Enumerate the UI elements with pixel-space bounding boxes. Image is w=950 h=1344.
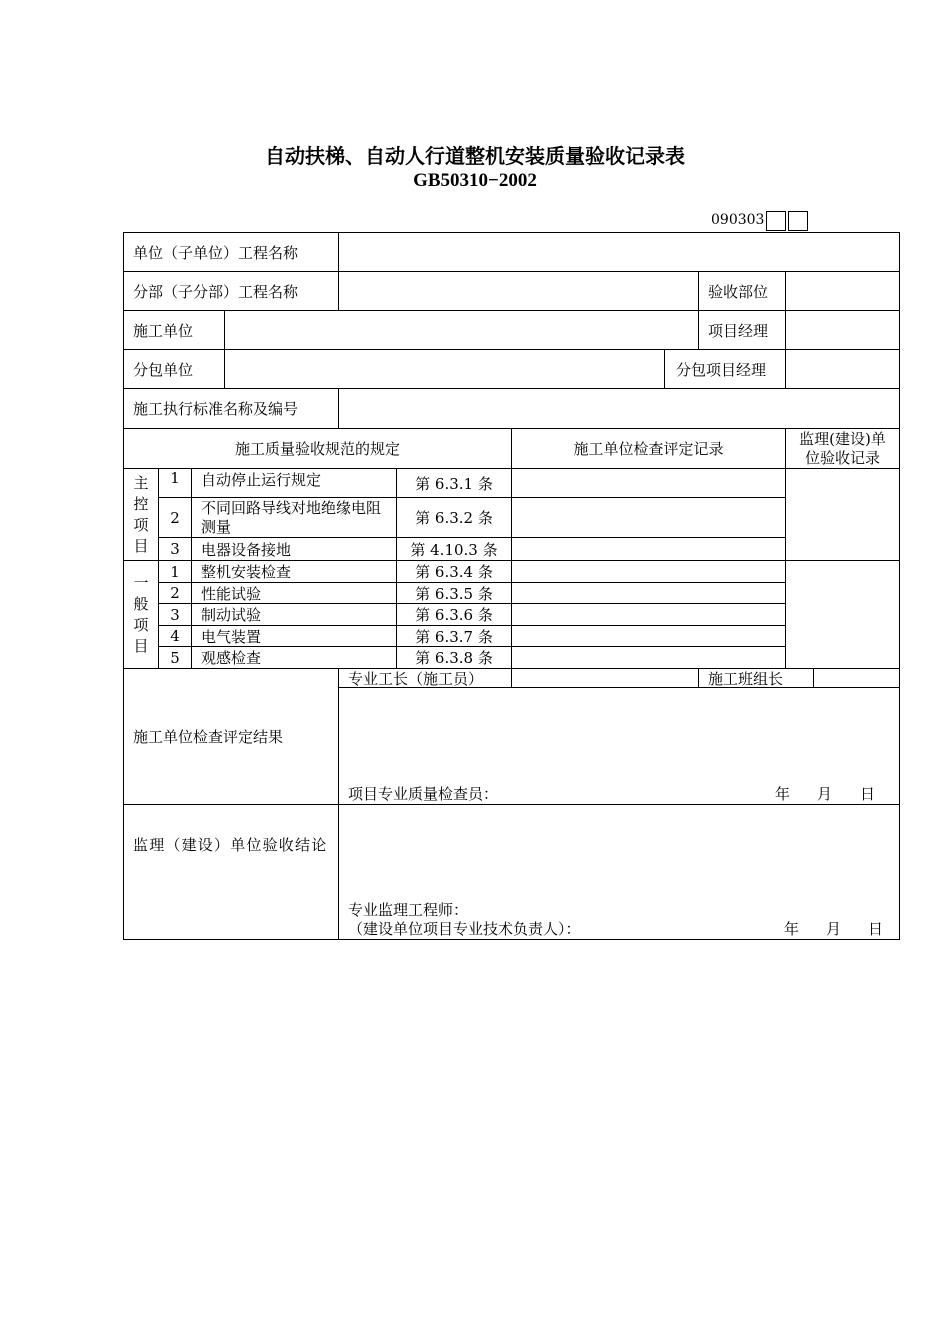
main-item-3-clause: 第 4.10.3 条: [396, 537, 512, 561]
main-item-2-record[interactable]: [511, 497, 786, 538]
subcontract-manager-label: 分包项目经理: [664, 349, 786, 389]
general-item-1-record[interactable]: [511, 560, 786, 583]
sub-project-label: 分部（子分部）工程名称: [123, 271, 339, 311]
general-item-4-name: 电气装置: [191, 625, 397, 647]
general-item-4-record[interactable]: [511, 625, 786, 647]
general-item-5-name: 观感检查: [191, 646, 397, 669]
main-item-3-record[interactable]: [511, 537, 786, 561]
inspection-year-label: 年: [775, 785, 791, 803]
general-item-3-clause: 第 6.3.6 条: [396, 603, 512, 626]
supervision-conclusion-label: 监理（建设）单位验收结论: [123, 804, 339, 940]
acceptance-part-label: 验收部位: [698, 271, 786, 311]
main-item-2-name: 不同回路导线对地绝缘电阻测量: [191, 497, 397, 538]
supervision-year-label: 年: [784, 920, 800, 938]
form-code: 090303: [711, 212, 765, 228]
code-box-1[interactable]: [766, 211, 786, 231]
inspection-day-label: 日: [860, 785, 876, 803]
subcontract-manager-field[interactable]: [785, 349, 900, 389]
construction-unit-field[interactable]: [224, 310, 699, 350]
main-item-3-name: 电器设备接地: [191, 537, 397, 561]
main-item-1-record[interactable]: [511, 468, 786, 498]
general-item-3-number: 3: [158, 603, 192, 626]
general-item-5-record[interactable]: [511, 646, 786, 669]
project-manager-field[interactable]: [785, 310, 900, 350]
main-item-2-clause: 第 6.3.2 条: [396, 497, 512, 538]
main-item-1-name: 自动停止运行规定: [191, 468, 397, 498]
general-item-5-number: 5: [158, 646, 192, 669]
general-items-supervisor-field[interactable]: [785, 560, 900, 669]
general-item-2-record[interactable]: [511, 582, 786, 604]
general-item-4-clause: 第 6.3.7 条: [396, 625, 512, 647]
general-item-1-number: 1: [158, 560, 192, 583]
quality-inspector-label: 项目专业质量检查员：: [348, 785, 499, 803]
main-item-2-number: 2: [158, 497, 192, 538]
main-items-group-label: 主 控 项 目: [123, 468, 159, 561]
foreman-field[interactable]: [511, 668, 699, 688]
unit-project-label: 单位（子单位）工程名称: [123, 232, 339, 272]
form-title: 自动扶梯、自动人行道整机安装质量验收记录表: [265, 144, 685, 168]
main-items-supervisor-field[interactable]: [785, 468, 900, 561]
standard-name-label: 施工执行标准名称及编号: [123, 388, 339, 429]
main-item-1-number: 1: [158, 468, 192, 498]
general-item-3-record[interactable]: [511, 603, 786, 626]
supervision-month-label: 月: [826, 920, 842, 938]
general-item-4-number: 4: [158, 625, 192, 647]
supervision-conclusion-field[interactable]: [338, 804, 900, 940]
spec-column-header: 施工质量验收规范的规定: [123, 428, 512, 469]
standard-name-field[interactable]: [338, 388, 900, 429]
subcontract-unit-field[interactable]: [224, 349, 665, 389]
acceptance-part-field[interactable]: [785, 271, 900, 311]
general-items-group-label: 一 般 项 目: [123, 560, 159, 669]
foreman-label: 专业工长（施工员）: [338, 668, 512, 688]
standard-number: GB50310−2002: [413, 170, 537, 191]
supervision-day-label: 日: [868, 920, 884, 938]
general-item-3-name: 制动试验: [191, 603, 397, 626]
inspection-result-label: 施工单位检查评定结果: [123, 668, 339, 805]
subcontract-unit-label: 分包单位: [123, 349, 225, 389]
sub-project-field[interactable]: [338, 271, 699, 311]
supervisor-column-header: 监理(建设)单 位验收记录: [785, 428, 900, 469]
team-leader-label: 施工班组长: [698, 668, 814, 688]
inspection-result-field[interactable]: [338, 687, 900, 805]
general-item-5-clause: 第 6.3.8 条: [396, 646, 512, 669]
general-item-2-name: 性能试验: [191, 582, 397, 604]
general-item-1-name: 整机安装检查: [191, 560, 397, 583]
main-item-1-clause: 第 6.3.1 条: [396, 468, 512, 498]
unit-project-field[interactable]: [338, 232, 900, 272]
supervising-engineer-label: 专业监理工程师：: [348, 901, 469, 919]
owner-technical-lead-label: （建设单位项目专业技术负责人）：: [348, 920, 581, 938]
code-box-2[interactable]: [788, 211, 808, 231]
general-item-2-clause: 第 6.3.5 条: [396, 582, 512, 604]
team-leader-field[interactable]: [813, 668, 900, 688]
main-item-3-number: 3: [158, 537, 192, 561]
inspection-month-label: 月: [817, 785, 833, 803]
project-manager-label: 项目经理: [698, 310, 786, 350]
general-item-2-number: 2: [158, 582, 192, 604]
construction-unit-label: 施工单位: [123, 310, 225, 350]
record-column-header: 施工单位检查评定记录: [511, 428, 786, 469]
general-item-1-clause: 第 6.3.4 条: [396, 560, 512, 583]
